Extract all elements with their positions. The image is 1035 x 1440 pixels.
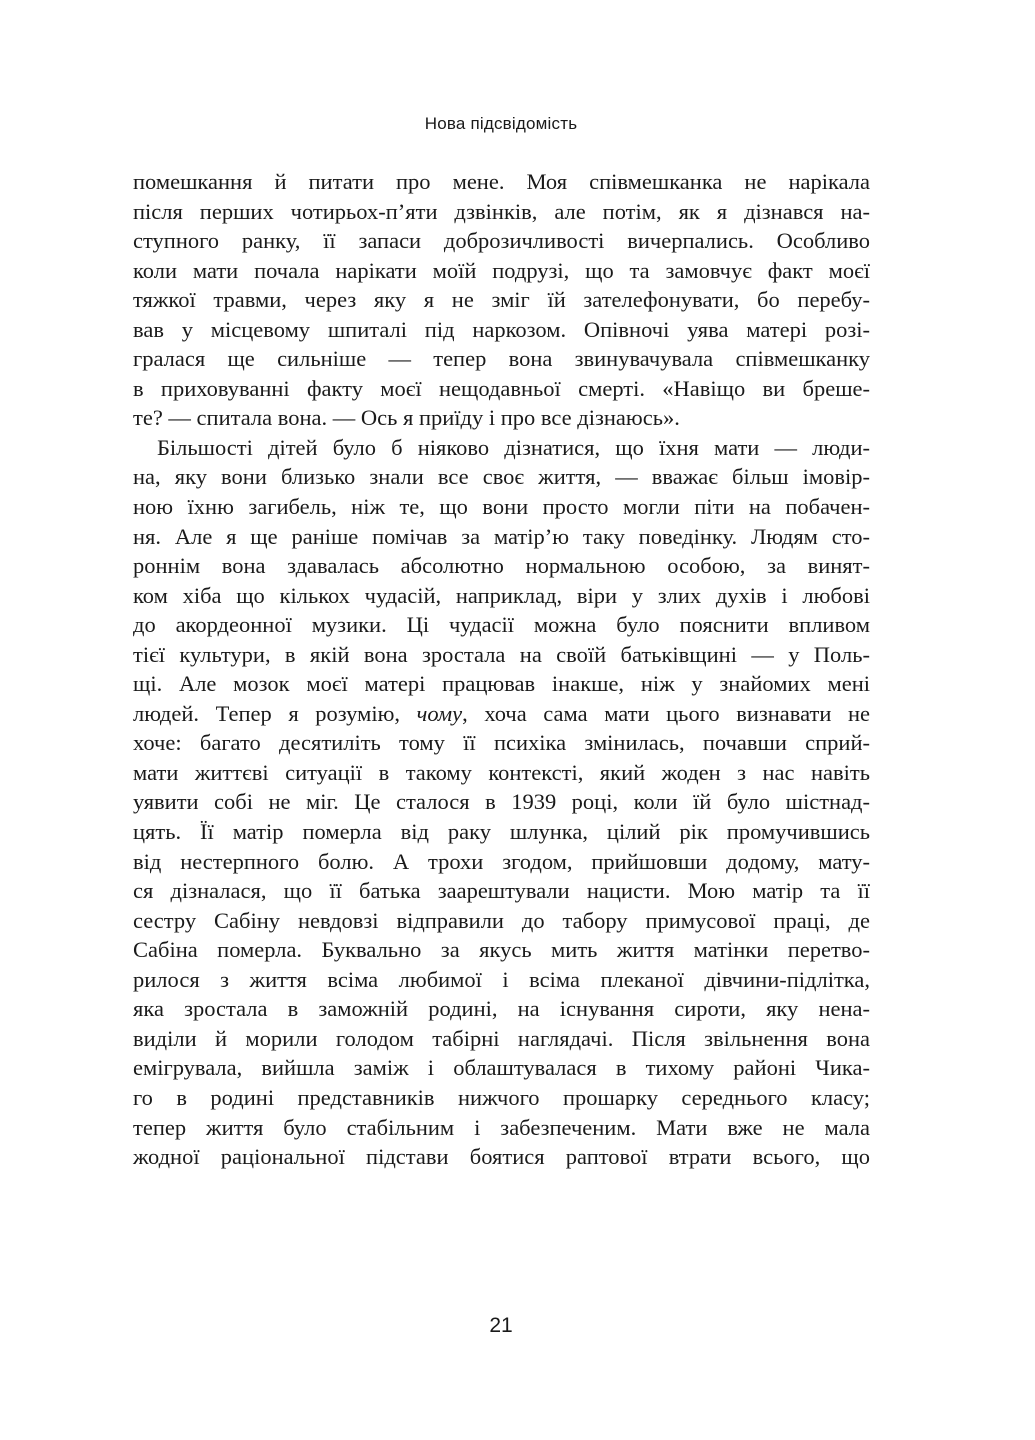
text-line: те? — спитала вона. — Ось я приїду і про все дізнаюсь». — [133, 405, 680, 431]
text-segment: людей. Тепер я розумію, — [133, 700, 417, 726]
text-line: на, яку вони близько знали все своє життя, — вважає більш імовір- — [133, 464, 870, 490]
text-line: помешкання й питати про мене. Моя співмешканка не нарікала — [133, 169, 870, 194]
text-line: яка зростала в заможній родині, на існування сироти, яку нена- — [133, 996, 870, 1022]
text-line: роннім вона здавалась абсолютно нормальною особою, за винят- — [133, 553, 870, 579]
text-line: коли мати почала нарікати моїй подрузі, що та замовчує факт моєї — [133, 257, 870, 283]
text-line: жодної раціональної підстави боятися раптової втрати всього, що — [133, 1144, 870, 1170]
text-line: ня. Але я ще раніше помічав за матір’ю таку поведінку. Людям сто- — [133, 523, 870, 549]
text-line: Сабіна померла. Буквально за якусь мить життя матінки перетво- — [133, 937, 870, 963]
text-line: вав у місцевому шпиталі під наркозом. Опівночі уява матері розі- — [133, 316, 870, 342]
running-header: Нова підсвідомість — [424, 114, 578, 133]
text-line: емігрувала, вийшла заміж і облаштувалася в тихому районі Чика- — [133, 1055, 870, 1081]
text-line: після перших чотирьох-п’яти дзвінків, але потім, як я дізнався на- — [133, 198, 870, 224]
text-line: тепер життя було стабільним і забезпеченим. Мати вже не мала — [133, 1114, 870, 1140]
text-line: уявити собі не міг. Це сталося в 1939 році, коли їй було шістнад- — [133, 789, 870, 815]
page-number: 21 — [489, 1314, 513, 1337]
text-line: Більшості дітей було б ніяково дізнатися, що їхня мати — люди- — [157, 434, 870, 460]
text-line: тієї культури, в якій вона зростала на своїй батьківщині — у Поль- — [133, 641, 870, 667]
text-line: ною їхню загибель, ніж те, що вони просто могли піти на побачен- — [133, 494, 870, 520]
text-line: виділи й морили голодом табірні наглядачі. Після звільнення вона — [133, 1025, 870, 1051]
paragraph-1 — [133, 167, 870, 433]
text-line-with-emphasis — [133, 699, 870, 729]
text-line: ся дізналася, що її батька заарештували нацисти. Мою матір та її — [133, 878, 870, 904]
paragraph-2 — [133, 433, 870, 1172]
text-line: цять. Її матір померла від раку шлунка, цілий рік промучившись — [133, 819, 870, 845]
text-line: рилося з життя всіма любимої і всіма плеканої дівчини-підлітка, — [133, 966, 870, 992]
text-line: хоче: багато десятиліть тому її психіка змінилась, почавши сприй- — [133, 730, 870, 756]
text-line: го в родині представників нижчого прошарку середнього класу; — [133, 1084, 870, 1110]
text-line: в приховуванні факту моєї нещодавньої смерті. «Навіщо ви бреше- — [133, 375, 870, 401]
body-text — [133, 167, 870, 1172]
text-line: сестру Сабіну невдовзі відправили до табору примусової праці, де — [133, 907, 870, 933]
text-line: ком хіба що кількох чудасій, наприклад, віри у злих духів і любові — [133, 582, 870, 608]
text-line: від нестерпного болю. А трохи згодом, прийшовши додому, мату- — [133, 848, 870, 874]
text-line: щі. Але мозок моєї матері працював інакше, ніж у знайомих мені — [133, 671, 870, 697]
text-line: гралася ще сильніше — тепер вона звинувачувала співмешканку — [133, 346, 870, 372]
text-line: ступного ранку, її запаси доброзичливості вичерпались. Особливо — [133, 228, 870, 254]
text-line: тяжкої травми, через яку я не зміг їй зателефонувати, бо перебу- — [133, 287, 870, 313]
text-segment: , хоча сама мати цього визнавати не — [462, 700, 870, 726]
text-line: до акордеонної музики. Ці чудасії можна було пояснити впливом — [133, 612, 870, 638]
emphasis-word: чому — [416, 700, 463, 726]
text-line: мати життєві ситуації в такому контексті, який жоден з нас навіть — [133, 759, 870, 785]
